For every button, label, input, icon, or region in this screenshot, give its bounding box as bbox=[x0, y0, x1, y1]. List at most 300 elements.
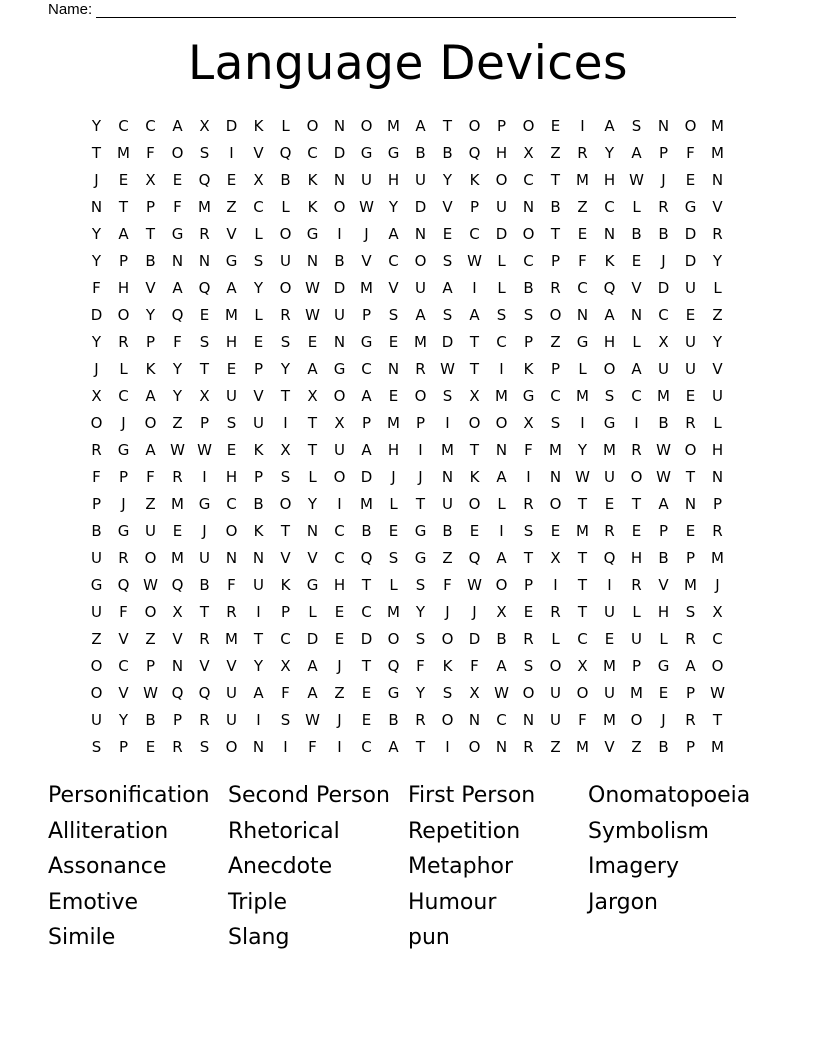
grid-letter: B bbox=[658, 738, 669, 756]
grid-letter: V bbox=[226, 225, 237, 243]
grid-letter: T bbox=[577, 576, 588, 594]
word-bank-item: Repetition bbox=[408, 818, 521, 844]
grid-letter: X bbox=[469, 684, 480, 702]
grid-row bbox=[83, 599, 733, 626]
grid-letter: K bbox=[253, 441, 264, 459]
grid-letter: M bbox=[603, 711, 616, 729]
grid-letter: C bbox=[388, 252, 399, 270]
grid-letter: M bbox=[225, 630, 238, 648]
grid-letter: V bbox=[307, 549, 318, 567]
grid-letter: O bbox=[711, 657, 724, 675]
grid-letter: G bbox=[198, 495, 211, 513]
grid-letter: S bbox=[280, 333, 291, 351]
grid-letter: O bbox=[549, 306, 562, 324]
grid-letter: H bbox=[225, 468, 238, 486]
grid-letter: C bbox=[145, 117, 156, 135]
grid-letter: Y bbox=[388, 198, 399, 216]
grid-letter: S bbox=[388, 549, 399, 567]
grid-letter: E bbox=[604, 495, 615, 513]
grid-letter: F bbox=[281, 684, 290, 702]
grid-letter: J bbox=[337, 657, 342, 675]
grid-letter: S bbox=[496, 306, 507, 324]
grid-letter: C bbox=[226, 495, 237, 513]
grid-letter: E bbox=[550, 117, 561, 135]
grid-letter: T bbox=[307, 414, 318, 432]
grid-row bbox=[83, 653, 733, 680]
grid-letter: D bbox=[225, 117, 238, 135]
grid-letter: M bbox=[387, 414, 400, 432]
grid-letter: S bbox=[388, 306, 399, 324]
grid-letter: M bbox=[441, 441, 454, 459]
grid-letter: P bbox=[685, 684, 696, 702]
grid-letter: E bbox=[145, 738, 156, 756]
grid-letter: J bbox=[661, 711, 666, 729]
name-blank-line bbox=[96, 3, 736, 18]
grid-letter: R bbox=[415, 711, 426, 729]
grid-letter: F bbox=[416, 657, 425, 675]
grid-letter: L bbox=[659, 630, 668, 648]
grid-letter: T bbox=[442, 117, 453, 135]
grid-letter: Y bbox=[415, 684, 426, 702]
grid-letter: O bbox=[90, 684, 103, 702]
grid-letter: F bbox=[146, 468, 155, 486]
grid-letter: O bbox=[90, 414, 103, 432]
grid-letter: G bbox=[414, 549, 427, 567]
grid-letter: T bbox=[280, 522, 291, 540]
grid-letter: G bbox=[522, 387, 535, 405]
grid-row bbox=[83, 329, 733, 356]
grid-letter: P bbox=[253, 360, 264, 378]
grid-letter: W bbox=[656, 468, 671, 486]
grid-letter: L bbox=[389, 495, 398, 513]
grid-letter: O bbox=[495, 171, 508, 189]
word-bank-item: Symbolism bbox=[588, 818, 709, 844]
grid-letter: F bbox=[443, 576, 452, 594]
grid-letter: T bbox=[523, 549, 534, 567]
word-bank-item: First Person bbox=[408, 783, 536, 808]
grid-letter: Q bbox=[279, 144, 292, 162]
grid-letter: I bbox=[337, 495, 342, 513]
grid-letter: C bbox=[361, 603, 372, 621]
grid-letter: L bbox=[308, 603, 317, 621]
grid-letter: K bbox=[469, 171, 480, 189]
grid-letter: X bbox=[280, 441, 291, 459]
grid-letter: R bbox=[658, 198, 669, 216]
grid-letter: M bbox=[414, 333, 427, 351]
grid-letter: A bbox=[604, 306, 615, 324]
grid-letter: B bbox=[496, 630, 507, 648]
grid-letter: U bbox=[685, 279, 696, 297]
grid-letter: U bbox=[253, 414, 264, 432]
grid-letter: X bbox=[469, 387, 480, 405]
word-bank-item: Humour bbox=[408, 889, 497, 915]
grid-letter: A bbox=[145, 441, 156, 459]
grid-letter: L bbox=[497, 495, 506, 513]
grid-letter: M bbox=[495, 387, 508, 405]
grid-letter: P bbox=[172, 711, 183, 729]
grid-letter: M bbox=[576, 738, 589, 756]
grid-letter: M bbox=[657, 387, 670, 405]
grid-letter: R bbox=[631, 576, 642, 594]
grid-letter: R bbox=[172, 468, 183, 486]
grid-letter: O bbox=[495, 414, 508, 432]
grid-row bbox=[83, 707, 733, 734]
grid-letter: N bbox=[576, 306, 589, 324]
grid-row bbox=[83, 734, 733, 761]
grid-letter: O bbox=[414, 387, 427, 405]
grid-letter: S bbox=[280, 711, 291, 729]
grid-letter: O bbox=[630, 711, 643, 729]
grid-letter: L bbox=[254, 306, 263, 324]
grid-letter: J bbox=[391, 468, 396, 486]
grid-letter: N bbox=[522, 711, 535, 729]
grid-letter: G bbox=[306, 225, 319, 243]
grid-letter: W bbox=[656, 441, 671, 459]
grid-letter: P bbox=[712, 495, 723, 513]
grid-letter: L bbox=[497, 279, 506, 297]
grid-letter: Q bbox=[603, 549, 616, 567]
grid-letter: I bbox=[283, 738, 288, 756]
grid-letter: Y bbox=[118, 711, 129, 729]
grid-letter: D bbox=[657, 279, 670, 297]
word-bank-item: Emotive bbox=[48, 889, 139, 915]
grid-letter: U bbox=[442, 495, 453, 513]
word-bank-item: Personification bbox=[48, 783, 210, 808]
grid-letter: C bbox=[604, 198, 615, 216]
grid-letter: M bbox=[171, 495, 184, 513]
grid-letter: C bbox=[118, 117, 129, 135]
grid-letter: L bbox=[281, 198, 290, 216]
grid-letter: O bbox=[279, 279, 292, 297]
grid-letter: W bbox=[305, 279, 320, 297]
grid-letter: Z bbox=[442, 549, 453, 567]
grid-letter: E bbox=[388, 387, 399, 405]
grid-letter: N bbox=[441, 468, 454, 486]
grid-letter: L bbox=[281, 117, 290, 135]
grid-letter: D bbox=[360, 630, 373, 648]
grid-letter: A bbox=[631, 144, 642, 162]
grid-letter: I bbox=[256, 603, 261, 621]
grid-letter: W bbox=[305, 306, 320, 324]
grid-letter: U bbox=[496, 198, 507, 216]
grid-letter: P bbox=[658, 522, 669, 540]
grid-letter: W bbox=[197, 441, 212, 459]
grid-letter: E bbox=[388, 522, 399, 540]
grid-letter: O bbox=[522, 684, 535, 702]
grid-letter: G bbox=[360, 333, 373, 351]
grid-letter: G bbox=[225, 252, 238, 270]
grid-letter: L bbox=[308, 468, 317, 486]
grid-letter: E bbox=[604, 630, 615, 648]
grid-letter: E bbox=[658, 684, 669, 702]
grid-letter: X bbox=[523, 414, 534, 432]
grid-letter: O bbox=[630, 468, 643, 486]
grid-letter: Z bbox=[334, 684, 345, 702]
grid-letter: O bbox=[576, 684, 589, 702]
grid-letter: Y bbox=[280, 360, 291, 378]
grid-letter: A bbox=[307, 657, 318, 675]
grid-letter: T bbox=[631, 495, 642, 513]
grid-letter: V bbox=[280, 549, 291, 567]
grid-letter: E bbox=[172, 171, 183, 189]
grid-letter: N bbox=[630, 306, 643, 324]
grid-letter: Y bbox=[712, 252, 723, 270]
grid-letter: V bbox=[226, 657, 237, 675]
grid-letter: C bbox=[361, 360, 372, 378]
grid-letter: K bbox=[307, 198, 318, 216]
grid-letter: Z bbox=[550, 738, 561, 756]
grid-letter: H bbox=[657, 603, 670, 621]
grid-letter: C bbox=[658, 306, 669, 324]
grid-letter: R bbox=[523, 738, 534, 756]
grid-letter: S bbox=[550, 414, 561, 432]
grid-letter: M bbox=[711, 117, 724, 135]
grid-letter: H bbox=[603, 333, 616, 351]
grid-letter: Y bbox=[307, 495, 318, 513]
grid-letter: S bbox=[199, 144, 210, 162]
grid-letter: E bbox=[361, 684, 372, 702]
grid-letter: L bbox=[551, 630, 560, 648]
grid-letter: L bbox=[578, 360, 587, 378]
grid-letter: G bbox=[171, 225, 184, 243]
grid-letter: X bbox=[91, 387, 102, 405]
grid-letter: V bbox=[604, 738, 615, 756]
grid-letter: L bbox=[713, 414, 722, 432]
grid-letter: N bbox=[171, 252, 184, 270]
grid-letter: P bbox=[145, 198, 156, 216]
grid-letter: A bbox=[658, 495, 669, 513]
word-bank-item: Alliteration bbox=[48, 818, 169, 844]
grid-letter: T bbox=[199, 360, 210, 378]
grid-letter: U bbox=[604, 684, 615, 702]
grid-letter: U bbox=[226, 387, 237, 405]
grid-letter: A bbox=[253, 684, 264, 702]
grid-letter: B bbox=[658, 549, 669, 567]
grid-letter: P bbox=[361, 414, 372, 432]
grid-letter: U bbox=[91, 549, 102, 567]
grid-letter: J bbox=[202, 522, 207, 540]
grid-letter: I bbox=[526, 468, 531, 486]
grid-letter: M bbox=[360, 279, 373, 297]
grid-letter: Y bbox=[91, 333, 102, 351]
grid-letter: W bbox=[575, 468, 590, 486]
grid-row bbox=[83, 437, 733, 464]
grid-letter: T bbox=[361, 657, 372, 675]
grid-letter: B bbox=[658, 225, 669, 243]
grid-letter: F bbox=[578, 711, 587, 729]
grid-letter: Y bbox=[172, 360, 183, 378]
grid-letter: B bbox=[442, 522, 453, 540]
grid-letter: N bbox=[252, 738, 265, 756]
grid-letter: X bbox=[253, 171, 264, 189]
grid-letter: R bbox=[118, 549, 129, 567]
grid-letter: Y bbox=[253, 657, 264, 675]
grid-letter: Q bbox=[171, 684, 184, 702]
grid-letter: E bbox=[685, 522, 696, 540]
grid-letter: N bbox=[711, 171, 724, 189]
grid-letter: E bbox=[388, 333, 399, 351]
grid-letter: E bbox=[523, 603, 534, 621]
grid-letter: T bbox=[118, 198, 129, 216]
grid-letter: H bbox=[495, 144, 508, 162]
grid-letter: S bbox=[199, 333, 210, 351]
grid-letter: S bbox=[523, 657, 534, 675]
grid-letter: P bbox=[523, 576, 534, 594]
grid-row bbox=[83, 545, 733, 572]
grid-letter: L bbox=[119, 360, 128, 378]
grid-letter: V bbox=[253, 387, 264, 405]
grid-letter: C bbox=[469, 225, 480, 243]
grid-letter: Y bbox=[415, 603, 426, 621]
grid-row bbox=[83, 248, 733, 275]
grid-letter: R bbox=[550, 279, 561, 297]
grid-letter: R bbox=[712, 225, 723, 243]
grid-letter: T bbox=[550, 171, 561, 189]
grid-letter: P bbox=[91, 495, 102, 513]
grid-letter: J bbox=[364, 225, 369, 243]
grid-letter: E bbox=[253, 333, 264, 351]
grid-letter: Q bbox=[387, 657, 400, 675]
grid-letter: V bbox=[118, 630, 129, 648]
grid-letter: H bbox=[603, 171, 616, 189]
grid-letter: I bbox=[418, 441, 423, 459]
word-bank-item: Jargon bbox=[588, 889, 658, 915]
grid-letter: P bbox=[685, 738, 696, 756]
grid-letter: R bbox=[415, 360, 426, 378]
grid-letter: X bbox=[199, 387, 210, 405]
grid-letter: S bbox=[442, 387, 453, 405]
grid-letter: P bbox=[145, 657, 156, 675]
grid-letter: G bbox=[387, 684, 400, 702]
grid-letter: S bbox=[523, 306, 534, 324]
grid-letter: P bbox=[685, 549, 696, 567]
grid-letter: G bbox=[603, 414, 616, 432]
grid-letter: T bbox=[145, 225, 156, 243]
grid-letter: O bbox=[333, 387, 346, 405]
grid-letter: O bbox=[522, 117, 535, 135]
grid-letter: E bbox=[685, 306, 696, 324]
grid-letter: A bbox=[631, 360, 642, 378]
grid-letter: T bbox=[91, 144, 102, 162]
grid-letter: B bbox=[280, 171, 291, 189]
name-label: Name: bbox=[48, 1, 93, 18]
grid-letter: K bbox=[280, 576, 291, 594]
grid-letter: P bbox=[361, 306, 372, 324]
grid-letter: B bbox=[631, 225, 642, 243]
grid-letter: Z bbox=[550, 333, 561, 351]
grid-letter: N bbox=[252, 549, 265, 567]
grid-letter: N bbox=[495, 441, 508, 459]
grid-letter: S bbox=[226, 414, 237, 432]
grid-letter: V bbox=[631, 279, 642, 297]
grid-letter: V bbox=[712, 360, 723, 378]
grid-letter: X bbox=[280, 657, 291, 675]
grid-letter: X bbox=[712, 603, 723, 621]
grid-row bbox=[83, 464, 733, 491]
grid-letter: D bbox=[414, 198, 427, 216]
grid-letter: Z bbox=[712, 306, 723, 324]
grid-letter: I bbox=[445, 414, 450, 432]
grid-letter: R bbox=[685, 711, 696, 729]
grid-letter: D bbox=[495, 225, 508, 243]
grid-letter: O bbox=[468, 495, 481, 513]
word-search-grid bbox=[83, 113, 733, 761]
grid-letter: O bbox=[684, 117, 697, 135]
grid-row bbox=[83, 140, 733, 167]
grid-letter: Z bbox=[577, 198, 588, 216]
grid-letter: C bbox=[523, 171, 534, 189]
grid-letter: N bbox=[306, 522, 319, 540]
grid-letter: Y bbox=[91, 117, 102, 135]
grid-letter: E bbox=[226, 171, 237, 189]
grid-letter: W bbox=[710, 684, 725, 702]
grid-letter: H bbox=[630, 549, 643, 567]
grid-letter: P bbox=[280, 603, 291, 621]
grid-row bbox=[83, 356, 733, 383]
grid-letter: R bbox=[577, 144, 588, 162]
grid-letter: R bbox=[685, 630, 696, 648]
grid-letter: S bbox=[442, 252, 453, 270]
grid-letter: U bbox=[226, 711, 237, 729]
grid-letter: T bbox=[469, 441, 480, 459]
grid-letter: O bbox=[225, 738, 238, 756]
grid-letter: Y bbox=[577, 441, 588, 459]
grid-letter: J bbox=[94, 171, 99, 189]
grid-letter: O bbox=[414, 252, 427, 270]
grid-letter: A bbox=[226, 279, 237, 297]
grid-letter: Z bbox=[145, 630, 156, 648]
grid-letter: K bbox=[442, 657, 453, 675]
grid-letter: I bbox=[499, 522, 504, 540]
grid-letter: Z bbox=[172, 414, 183, 432]
grid-letter: O bbox=[549, 495, 562, 513]
grid-letter: R bbox=[550, 603, 561, 621]
grid-letter: S bbox=[253, 252, 264, 270]
grid-letter: C bbox=[577, 630, 588, 648]
grid-letter: D bbox=[90, 306, 103, 324]
grid-letter: G bbox=[360, 144, 373, 162]
grid-letter: T bbox=[577, 549, 588, 567]
grid-letter: B bbox=[199, 576, 210, 594]
grid-letter: Z bbox=[631, 738, 642, 756]
grid-letter: P bbox=[199, 414, 210, 432]
grid-letter: A bbox=[307, 360, 318, 378]
grid-letter: K bbox=[469, 468, 480, 486]
grid-letter: H bbox=[225, 333, 238, 351]
grid-letter: N bbox=[306, 252, 319, 270]
grid-letter: S bbox=[199, 738, 210, 756]
grid-letter: R bbox=[199, 225, 210, 243]
grid-letter: G bbox=[117, 441, 130, 459]
grid-letter: W bbox=[440, 360, 455, 378]
grid-letter: V bbox=[172, 630, 183, 648]
word-bank-item: pun bbox=[408, 925, 450, 951]
grid-letter: P bbox=[550, 360, 561, 378]
grid-letter: B bbox=[145, 252, 156, 270]
grid-letter: D bbox=[468, 630, 481, 648]
grid-letter: B bbox=[415, 144, 426, 162]
grid-letter: K bbox=[604, 252, 615, 270]
grid-letter: S bbox=[280, 468, 291, 486]
word-bank-item: Second Person bbox=[228, 783, 390, 808]
grid-letter: O bbox=[468, 414, 481, 432]
word-bank bbox=[48, 778, 788, 956]
grid-letter: I bbox=[445, 738, 450, 756]
grid-letter: I bbox=[634, 414, 639, 432]
grid-letter: P bbox=[118, 468, 129, 486]
grid-letter: V bbox=[712, 198, 723, 216]
grid-letter: O bbox=[171, 144, 184, 162]
